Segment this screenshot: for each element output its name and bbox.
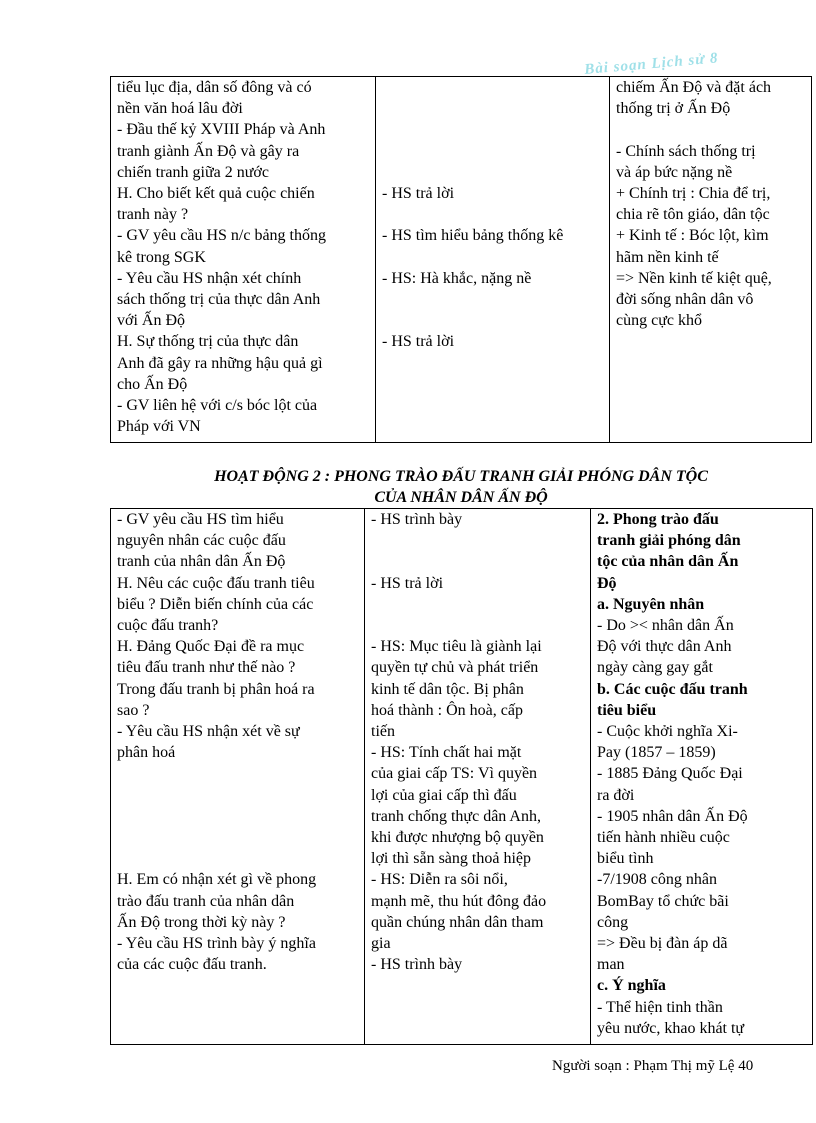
text-line: tranh này ? (117, 206, 189, 224)
blank-line (382, 204, 605, 225)
text-line: cùng cực khổ (616, 312, 702, 330)
text-line: phân hoá (117, 744, 176, 762)
text-line: - HS tìm hiểu bảng thống kê (382, 227, 564, 245)
text-line: yêu nước, khao khát tự (597, 1019, 745, 1037)
text-line: Độ (597, 574, 617, 592)
student-activity-cell (376, 77, 610, 443)
blank-line (117, 763, 360, 784)
blank-line (117, 827, 360, 848)
text-line: -7/1908 công nhân (597, 871, 717, 889)
text-line: tranh của nhân dân Ấn Độ (117, 553, 286, 571)
text-line: gia (371, 935, 391, 952)
text-line: - Đầu thế kỷ XVIII Pháp và Anh (117, 121, 326, 139)
text-line: cho Ấn Độ (117, 375, 188, 393)
footer-author: Người soạn : Phạm Thị mỹ Lệ 40 (552, 1058, 754, 1074)
text-line: Trong đấu tranh bị phân hoá ra (117, 680, 315, 698)
blank-line (371, 551, 586, 572)
text-line: Pháp với VN (117, 418, 201, 436)
content-cell (591, 509, 813, 1045)
blank-line (382, 98, 605, 119)
text-line: H. Đảng Quốc Đại đề ra mục (117, 638, 305, 656)
blank-line (371, 594, 586, 615)
text-line: - Yêu cầu HS nhận xét về sự (117, 723, 300, 741)
text-line: - HS: Tính chất hai mặt (371, 744, 522, 762)
text-line: kinh tế dân tộc. Bị phân (371, 680, 524, 698)
blank-line (382, 119, 605, 140)
text-line: - GV yêu cầu HS n/c bảng thống (117, 227, 326, 245)
text-line: - HS: Hà khắc, nặng nề (382, 269, 532, 287)
text-line: tranh chống thực dân Anh, (371, 807, 541, 825)
text-line: ra đời (597, 786, 635, 804)
blank-line (371, 615, 586, 636)
text-line: khi được nhượng bộ quyền (371, 828, 544, 846)
blank-line (382, 162, 605, 183)
text-line: mạnh mẽ, thu hút đông đảo (371, 892, 547, 910)
blank-line (382, 247, 605, 268)
blank-line (382, 77, 605, 98)
text-line: Pay (1857 – 1859) (597, 744, 716, 762)
teacher-activity-cell (111, 509, 365, 1045)
text-line: b. Các cuộc đấu tranh (597, 680, 748, 698)
text-line: nền văn hoá lâu đời (117, 100, 243, 118)
text-line: quyền tự chủ và phát triển (371, 659, 539, 677)
text-line: - Cuộc khởi nghĩa Xi- (597, 723, 738, 741)
blank-line (117, 848, 360, 869)
text-line: + Kinh tế : Bóc lột, kìm (616, 227, 769, 245)
text-line: kê trong SGK (117, 248, 206, 266)
text-line: Ấn Độ trong thời kỳ này ? (117, 913, 286, 931)
section-heading-line-2: CỦA NHÂN DÂN ẤN ĐỘ (374, 489, 548, 506)
text-line: - GV yêu cầu HS tìm hiểu (117, 511, 284, 528)
text-line: quần chúng nhân dân tham (371, 913, 544, 931)
text-line: biểu ? Diễn biến chính của các (117, 595, 314, 613)
text-line: - HS trình bày (371, 511, 463, 528)
text-line: tiến hành nhiều cuộc (597, 829, 730, 847)
text-line: - HS: Diễn ra sôi nổi, (371, 871, 508, 889)
watermark: Bài soạn Lịch sử 8 (583, 50, 720, 78)
text-line: - HS trả lời (371, 574, 444, 592)
text-line: BomBay tổ chức bãi (597, 892, 729, 910)
blank-line (382, 289, 605, 310)
text-line: man (597, 956, 625, 974)
text-line: cuộc đấu tranh? (117, 617, 219, 635)
text-line: chiếm Ấn Độ và đặt ách (616, 79, 772, 96)
text-line: lợi của giai cấp thì đấu (371, 786, 517, 804)
text-line: ngày càng gay gắt (597, 659, 713, 677)
text-line: - Thể hiện tinh thần (597, 998, 723, 1016)
text-line: sách thống trị của thực dân Anh (117, 291, 321, 309)
section-heading-line-1: HOẠT ĐỘNG 2 : PHONG TRÀO ĐẤU TRANH GIẢI PHÓNG DÂN TỘC (214, 468, 708, 485)
text-line: a. Nguyên nhân (597, 595, 705, 613)
text-line: - Chính sách thống trị (616, 142, 756, 160)
text-line: của các cuộc đấu tranh. (117, 956, 267, 974)
student-activity-cell (365, 509, 591, 1045)
blank-line (371, 530, 586, 551)
text-line: - HS trả lời (382, 333, 455, 351)
text-line: sao ? (117, 701, 150, 719)
text-line: tiêu biểu (597, 701, 657, 719)
text-line: của giai cấp TS: Vì quyền (371, 765, 538, 783)
activity-table-2 (110, 508, 813, 1045)
text-line: trào đấu tranh của nhân dân (117, 892, 295, 910)
text-line: công (597, 913, 629, 931)
text-line: H. Em có nhận xét gì về phong (117, 871, 317, 889)
content-cell (610, 77, 812, 443)
text-line: tộc của nhân dân Ấn (597, 553, 739, 571)
text-line: - Yêu cầu HS trình bày ý nghĩa (117, 934, 316, 952)
text-line: - GV liên hệ với c/s bóc lột của (117, 397, 318, 415)
blank-line (117, 806, 360, 827)
text-line: thống trị ở Ấn Độ (616, 100, 731, 118)
text-line: và áp bức nặng nề (616, 163, 733, 181)
text-line: - 1905 nhân dân Ấn Độ (597, 807, 748, 825)
text-line: - HS trả lời (382, 184, 455, 202)
text-line: Độ với thực dân Anh (597, 638, 732, 656)
text-line: tranh giành Ấn Độ và gây ra (117, 142, 300, 160)
text-line: chiến tranh giữa 2 nước (117, 163, 269, 181)
text-line: hãm nền kinh tế (616, 248, 719, 266)
text-line: tiến (371, 722, 395, 740)
text-line: nguyên nhân các cuộc đấu (117, 532, 286, 550)
text-line: - Do >< nhân dân Ấn (597, 617, 734, 635)
text-line: + Chính trị : Chia để trị, (616, 185, 771, 202)
text-line: c. Ý nghĩa (597, 977, 666, 995)
text-line: đời sống nhân dân vô (616, 291, 754, 309)
text-line: biểu tình (597, 850, 654, 868)
text-line: với Ấn Độ (117, 312, 186, 330)
text-line: tiêu đấu tranh như thế nào ? (117, 659, 296, 677)
text-line: - HS trình bày (371, 956, 463, 974)
text-line: hoá thành : Ôn hoà, cấp (371, 701, 523, 719)
text-line: Anh đã gây ra những hậu quả gì (117, 354, 323, 372)
text-line: H. Nêu các cuộc đấu tranh tiêu (117, 574, 315, 592)
text-line: => Nền kinh tế kiệt quệ, (616, 269, 772, 287)
text-line: - 1885 Đảng Quốc Đại (597, 765, 743, 783)
activity-table-1 (110, 76, 812, 443)
text-line: tranh giải phóng dân (597, 532, 741, 550)
text-line: chia rẽ tôn giáo, dân tộc (616, 206, 770, 224)
text-line: - HS: Mục tiêu là giành lại (371, 638, 542, 656)
text-line: tiểu lục địa, dân số đông và có (117, 79, 312, 96)
text-line: - Yêu cầu HS nhận xét chính (117, 269, 302, 287)
text-line: lợi thì sẵn sàng thoả hiệp (371, 850, 531, 868)
text-line: H. Sự thống trị của thực dân (117, 333, 299, 351)
text-line: 2. Phong trào đấu (597, 511, 719, 528)
teacher-activity-cell (111, 77, 376, 443)
blank-line (382, 141, 605, 162)
blank-line (382, 310, 605, 331)
text-line: => Đều bị đàn áp dã (597, 935, 728, 953)
blank-line (616, 119, 807, 140)
text-line: H. Cho biết kết quả cuộc chiến (117, 185, 315, 203)
blank-line (117, 785, 360, 806)
